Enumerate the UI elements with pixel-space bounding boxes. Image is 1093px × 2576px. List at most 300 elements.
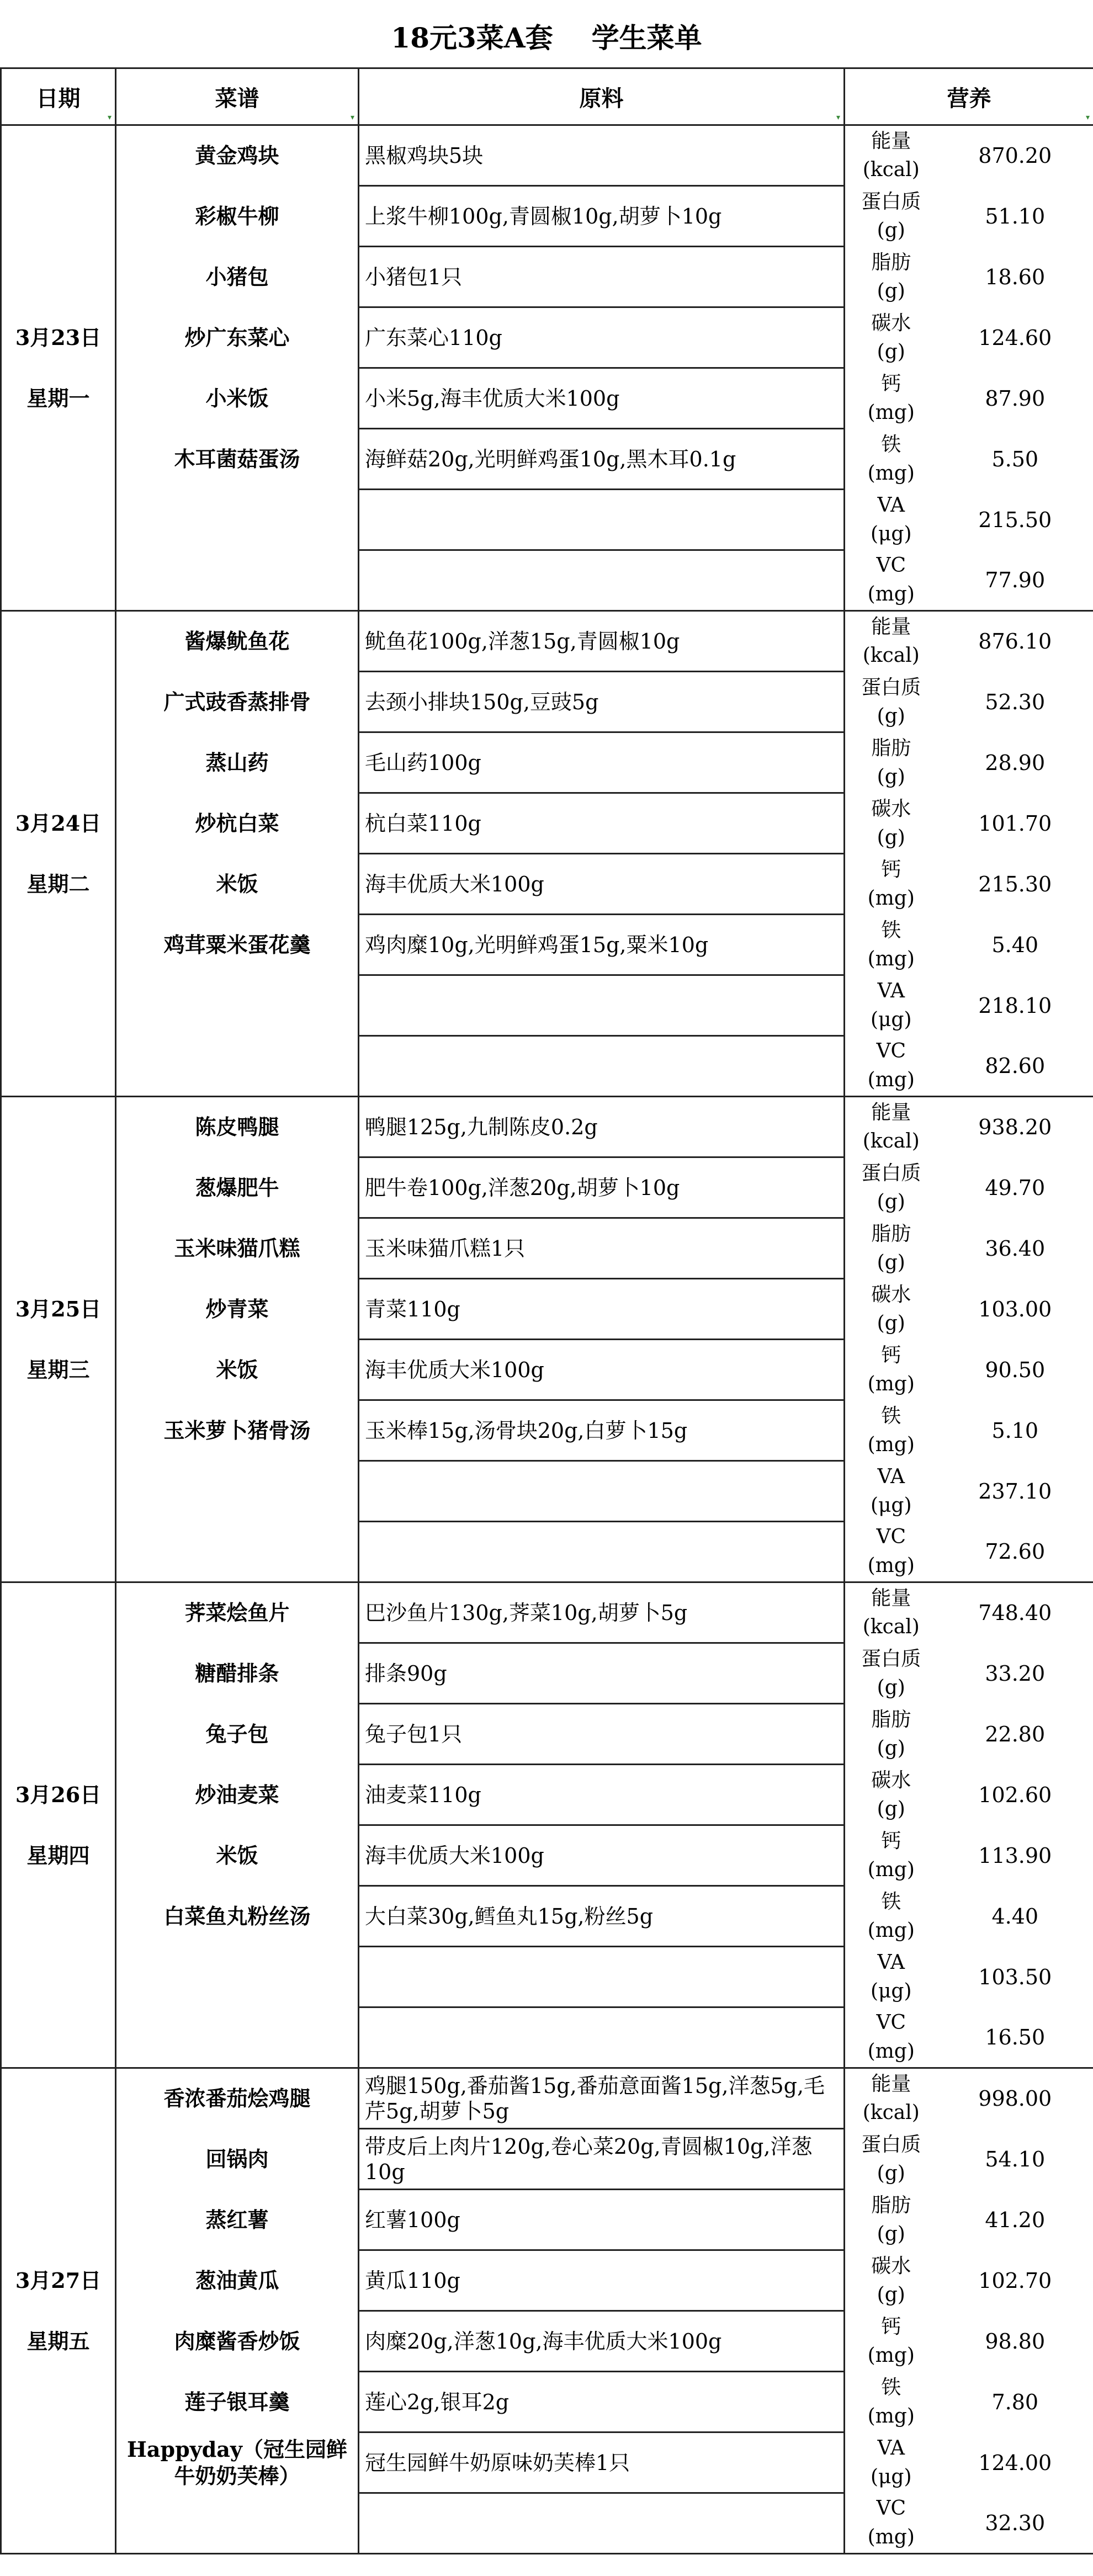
nutrient-unit: (kcal): [862, 644, 920, 667]
nutrient-unit: (g): [877, 1311, 905, 1335]
table-row: [1, 611, 1093, 672]
ingredient-cell[interactable]: 海丰优质大米100g: [359, 854, 845, 915]
table-row: [1, 429, 1093, 490]
nutrient-value-cell[interactable]: 237.10: [937, 1461, 1093, 1522]
nutrient-unit: (mg): [867, 2404, 915, 2428]
table-row: [1, 1947, 1093, 2007]
ingredient-cell[interactable]: 小米5g,海丰优质大米100g: [359, 368, 845, 429]
nutrient-unit: (μg): [870, 2465, 912, 2488]
nutrient-name: 脂肪: [871, 251, 911, 274]
nutrient-unit: (g): [877, 340, 905, 363]
nutrient-value-cell[interactable]: 102.60: [937, 1765, 1093, 1825]
nutrient-unit: (mg): [867, 461, 915, 485]
dish-cell[interactable]: [116, 1522, 359, 1582]
dish-cell[interactable]: [116, 2007, 359, 2068]
nutrient-name-cell[interactable]: [845, 1582, 937, 1643]
table-row: [1, 1582, 1093, 1643]
ingredient-cell[interactable]: [359, 2007, 845, 2068]
nutrient-name: 钙: [881, 2315, 901, 2338]
nutrient-value-cell[interactable]: 998.00: [937, 2068, 1093, 2129]
ingredient-cell[interactable]: 鸡肉糜10g,光明鲜鸡蛋15g,粟米10g: [359, 915, 845, 975]
nutrient-unit: (g): [877, 2161, 905, 2185]
date-label: 3月26日: [15, 1782, 102, 1807]
ingredient-cell[interactable]: 红薯100g: [359, 2190, 845, 2250]
nutrient-name: 钙: [881, 1343, 901, 1367]
nutrient-name-cell[interactable]: [845, 550, 937, 611]
dish-cell[interactable]: 炒油麦菜: [116, 1765, 359, 1825]
nutrient-unit: (mg): [867, 886, 915, 910]
nutrient-name: VC: [876, 1039, 906, 1063]
ingredient-cell[interactable]: [359, 550, 845, 611]
nutrient-name-cell[interactable]: [845, 2007, 937, 2068]
nutrient-name: 能量: [871, 130, 911, 153]
table-row: [1, 125, 1093, 186]
nutrient-name: 钙: [881, 1829, 901, 1852]
dish-cell[interactable]: 炒青菜: [116, 1279, 359, 1340]
nutrient-unit: (g): [877, 219, 905, 242]
ingredient-cell[interactable]: 上浆牛柳100g,青圆椒10g,胡萝卜10g: [359, 186, 845, 247]
table-row: [1, 1643, 1093, 1704]
nutrient-value-cell[interactable]: 72.60: [937, 1522, 1093, 1582]
nutrient-name: 蛋白质: [861, 1647, 921, 1670]
ingredient-cell[interactable]: [359, 975, 845, 1036]
nutrient-name: 钙: [881, 372, 901, 395]
ingredient-cell[interactable]: 鸡腿150g,番茄酱15g,番茄意面酱15g,洋葱5g,毛芹5g,胡萝卜5g: [359, 2068, 845, 2129]
nutrient-name-cell[interactable]: [845, 186, 937, 247]
ingredient-cell[interactable]: 肥牛卷100g,洋葱20g,胡萝卜10g: [359, 1157, 845, 1218]
dish-cell[interactable]: [116, 490, 359, 550]
nutrient-unit: (kcal): [862, 1130, 920, 1153]
nutrient-value-cell[interactable]: 124.60: [937, 307, 1093, 368]
nutrient-name-cell[interactable]: [845, 1643, 937, 1704]
ingredient-cell[interactable]: 冠生园鲜牛奶原味奶芙棒1只: [359, 2432, 845, 2493]
dish-cell[interactable]: [116, 2493, 359, 2554]
nutrient-name: 蛋白质: [861, 676, 921, 699]
nutrient-name: 能量: [871, 1587, 911, 1610]
nutrient-name-cell[interactable]: [845, 1825, 937, 1886]
nutrient-name: 脂肪: [871, 736, 911, 759]
table-row: [1, 2250, 1093, 2311]
nutrient-value-cell[interactable]: 215.30: [937, 854, 1093, 915]
table-row: [1, 2007, 1093, 2068]
nutrient-name: 铁: [881, 1404, 901, 1427]
table-row: [1, 247, 1093, 307]
table-row: [1, 1340, 1093, 1400]
dish-cell[interactable]: 白菜鱼丸粉丝汤: [116, 1886, 359, 1947]
table-row: [1, 1279, 1093, 1340]
dish-cell[interactable]: 莲子银耳羹: [116, 2372, 359, 2432]
nutrient-name: 蛋白质: [861, 190, 921, 213]
table-row: [1, 1097, 1093, 1157]
nutrient-name-cell[interactable]: [845, 793, 937, 854]
nutrient-name: 能量: [871, 1101, 911, 1124]
ingredient-cell[interactable]: 肉糜20g,洋葱10g,海丰优质大米100g: [359, 2311, 845, 2372]
filter-dropdown-icon[interactable]: ▾: [350, 113, 354, 122]
nutrient-name: VC: [876, 1525, 906, 1548]
nutrient-value-cell[interactable]: 870.20: [937, 125, 1093, 186]
dish-cell[interactable]: [116, 1036, 359, 1097]
nutrient-unit: (g): [877, 704, 905, 727]
nutrient-name: VC: [876, 2011, 906, 2034]
nutrient-value-cell[interactable]: 36.40: [937, 1218, 1093, 1279]
table-row: [1, 732, 1093, 793]
nutrient-value-cell[interactable]: 215.50: [937, 490, 1093, 550]
nutrient-name: VC: [876, 554, 906, 577]
dish-cell[interactable]: 彩椒牛柳: [116, 186, 359, 247]
nutrient-value-cell[interactable]: 54.10: [937, 2129, 1093, 2190]
date-label: 3月23日: [15, 325, 102, 350]
ingredient-cell[interactable]: 毛山药100g: [359, 732, 845, 793]
ingredient-cell[interactable]: 兔子包1只: [359, 1704, 845, 1765]
nutrient-name: VC: [876, 2497, 906, 2520]
nutrient-name: 蛋白质: [861, 1161, 921, 1185]
ingredient-cell[interactable]: 鱿鱼花100g,洋葱15g,青圆椒10g: [359, 611, 845, 672]
date-cell[interactable]: [1, 1582, 116, 2068]
table-row: [1, 1400, 1093, 1461]
nutrient-value-cell[interactable]: 32.30: [937, 2493, 1093, 2554]
ingredient-cell[interactable]: [359, 1522, 845, 1582]
table-row: [1, 1825, 1093, 1886]
dish-cell[interactable]: [116, 550, 359, 611]
nutrient-unit: (mg): [867, 2039, 915, 2063]
table-row: [1, 2432, 1093, 2493]
ingredient-cell[interactable]: 黄瓜110g: [359, 2250, 845, 2311]
dish-cell[interactable]: 葱爆肥牛: [116, 1157, 359, 1218]
header-ingredients-label: 原料: [579, 85, 624, 111]
ingredient-cell[interactable]: 玉米棒15g,汤骨块20g,白萝卜15g: [359, 1400, 845, 1461]
table-row: [1, 2372, 1093, 2432]
dish-cell[interactable]: 肉糜酱香炒饭: [116, 2311, 359, 2372]
nutrient-unit: (μg): [870, 1008, 912, 1031]
nutrient-value-cell[interactable]: 16.50: [937, 2007, 1093, 2068]
header-ingredients[interactable]: [359, 68, 845, 125]
ingredient-cell[interactable]: 海鲜菇20g,光明鲜鸡蛋10g,黑木耳0.1g: [359, 429, 845, 490]
dish-cell[interactable]: 香浓番茄烩鸡腿: [116, 2068, 359, 2129]
table-row: [1, 1765, 1093, 1825]
nutrient-value-cell[interactable]: 102.70: [937, 2250, 1093, 2311]
nutrient-name-cell[interactable]: [845, 1886, 937, 1947]
nutrient-name-cell[interactable]: [845, 2129, 937, 2190]
table-row: [1, 2311, 1093, 2372]
nutrient-unit: (mg): [867, 2525, 915, 2548]
nutrient-value-cell[interactable]: 51.10: [937, 186, 1093, 247]
date-cell[interactable]: [1, 611, 116, 1097]
header-nutrition[interactable]: [845, 68, 1093, 125]
nutrient-name-cell[interactable]: [845, 125, 937, 186]
ingredient-cell[interactable]: [359, 1947, 845, 2007]
menu-table: [0, 67, 1093, 2554]
weekday-label: 星期五: [26, 2328, 90, 2354]
ingredient-cell[interactable]: 海丰优质大米100g: [359, 1825, 845, 1886]
table-row: [1, 2068, 1093, 2129]
nutrient-unit: (kcal): [862, 2101, 920, 2124]
table-header-row: [1, 68, 1093, 125]
nutrient-unit: (μg): [870, 1494, 912, 1517]
nutrient-name: 钙: [881, 858, 901, 881]
date-cell[interactable]: [1, 2068, 116, 2554]
ingredient-cell[interactable]: [359, 490, 845, 550]
header-date-label: 日期: [36, 85, 81, 111]
nutrient-unit: (mg): [867, 1554, 915, 1577]
table-row: [1, 672, 1093, 732]
date-label: 3月27日: [15, 2267, 102, 2293]
dish-cell[interactable]: [116, 975, 359, 1036]
dish-cell[interactable]: Happyday（冠生园鲜牛奶奶芙棒）: [116, 2432, 359, 2493]
filter-dropdown-icon[interactable]: ▾: [836, 113, 840, 122]
nutrient-name-cell[interactable]: [845, 1279, 937, 1340]
nutrient-name-cell[interactable]: [845, 854, 937, 915]
nutrient-name-cell[interactable]: [845, 915, 937, 975]
dish-cell[interactable]: 米饭: [116, 1340, 359, 1400]
date-cell[interactable]: [1, 1097, 116, 1582]
nutrient-value-cell[interactable]: 82.60: [937, 1036, 1093, 1097]
nutrient-name-cell[interactable]: [845, 2432, 937, 2493]
ingredient-cell[interactable]: 鸭腿125g,九制陈皮0.2g: [359, 1097, 845, 1157]
nutrient-unit: (mg): [867, 582, 915, 606]
dish-cell[interactable]: 糖醋排条: [116, 1643, 359, 1704]
weekday-label: 星期四: [26, 1842, 90, 1868]
nutrient-value-cell[interactable]: 103.50: [937, 1947, 1093, 2007]
ingredient-cell[interactable]: 莲心2g,银耳2g: [359, 2372, 845, 2432]
nutrient-value-cell[interactable]: 5.50: [937, 429, 1093, 490]
dish-cell[interactable]: 葱油黄瓜: [116, 2250, 359, 2311]
nutrient-name-cell[interactable]: [845, 1097, 937, 1157]
filter-dropdown-icon[interactable]: ▾: [1085, 113, 1090, 122]
dish-cell[interactable]: 米饭: [116, 854, 359, 915]
table-row: [1, 854, 1093, 915]
nutrient-value-cell[interactable]: 124.00: [937, 2432, 1093, 2493]
nutrient-value-cell[interactable]: 113.90: [937, 1825, 1093, 1886]
nutrient-name-cell[interactable]: [845, 1461, 937, 1522]
nutrient-name-cell[interactable]: [845, 429, 937, 490]
menu-set-title: 18元3菜A套: [391, 22, 553, 54]
ingredient-cell[interactable]: [359, 1036, 845, 1097]
table-row: [1, 368, 1093, 429]
nutrient-name: VA: [877, 1465, 905, 1488]
nutrient-unit: (g): [877, 2283, 905, 2306]
filter-dropdown-icon[interactable]: ▾: [107, 113, 112, 122]
nutrient-name-cell[interactable]: [845, 1400, 937, 1461]
dish-cell[interactable]: 蒸红薯: [116, 2190, 359, 2250]
ingredient-cell[interactable]: 广东菜心110g: [359, 307, 845, 368]
nutrient-unit: (g): [877, 279, 905, 302]
dish-cell[interactable]: 兔子包: [116, 1704, 359, 1765]
weekday-label: 星期二: [26, 871, 90, 896]
nutrient-unit: (mg): [867, 2344, 915, 2367]
nutrient-name-cell[interactable]: [845, 1765, 937, 1825]
table-row: [1, 1704, 1093, 1765]
ingredient-cell[interactable]: 去颈小排块150g,豆豉5g: [359, 672, 845, 732]
nutrient-name: 碳水: [871, 797, 911, 820]
dish-cell[interactable]: 鸡茸粟米蛋花羹: [116, 915, 359, 975]
ingredient-cell[interactable]: 黑椒鸡块5块: [359, 125, 845, 186]
nutrient-value-cell[interactable]: 22.80: [937, 1704, 1093, 1765]
ingredient-cell[interactable]: 油麦菜110g: [359, 1765, 845, 1825]
nutrient-unit: (g): [877, 1251, 905, 1274]
nutrient-name-cell[interactable]: [845, 1704, 937, 1765]
nutrient-name: 碳水: [871, 2254, 911, 2277]
nutrient-unit: (g): [877, 765, 905, 788]
dish-cell[interactable]: 玉米味猫爪糕: [116, 1218, 359, 1279]
nutrient-value-cell[interactable]: 28.90: [937, 732, 1093, 793]
nutrient-name-cell[interactable]: [845, 368, 937, 429]
table-row: [1, 1218, 1093, 1279]
nutrient-unit: (g): [877, 1190, 905, 1213]
nutrient-name-cell[interactable]: [845, 1157, 937, 1218]
nutrient-name-cell[interactable]: [845, 1947, 937, 2007]
nutrient-value-cell[interactable]: 7.80: [937, 2372, 1093, 2432]
nutrient-value-cell[interactable]: 98.80: [937, 2311, 1093, 2372]
table-row: [1, 2493, 1093, 2554]
date-label: 3月24日: [15, 810, 102, 836]
dish-cell[interactable]: 回锅肉: [116, 2129, 359, 2190]
table-row: [1, 1036, 1093, 1097]
dish-cell[interactable]: 小猪包: [116, 247, 359, 307]
nutrient-value-cell[interactable]: 77.90: [937, 550, 1093, 611]
table-row: [1, 1886, 1093, 1947]
table-row: [1, 550, 1093, 611]
ingredient-cell[interactable]: 排条90g: [359, 1643, 845, 1704]
dish-cell[interactable]: 玉米萝卜猪骨汤: [116, 1400, 359, 1461]
dish-cell[interactable]: 米饭: [116, 1825, 359, 1886]
nutrient-name-cell[interactable]: [845, 611, 937, 672]
nutrient-value-cell[interactable]: 49.70: [937, 1157, 1093, 1218]
nutrient-name-cell[interactable]: [845, 732, 937, 793]
nutrient-value-cell[interactable]: 101.70: [937, 793, 1093, 854]
nutrient-unit: (mg): [867, 401, 915, 424]
dish-cell[interactable]: 荠菜烩鱼片: [116, 1582, 359, 1643]
nutrient-value-cell[interactable]: 90.50: [937, 1340, 1093, 1400]
ingredient-cell[interactable]: 小猪包1只: [359, 247, 845, 307]
nutrient-name-cell[interactable]: [845, 490, 937, 550]
dish-cell[interactable]: 炒广东菜心: [116, 307, 359, 368]
nutrient-value-cell[interactable]: 938.20: [937, 1097, 1093, 1157]
nutrient-name-cell[interactable]: [845, 975, 937, 1036]
nutrient-unit: (μg): [870, 1979, 912, 2003]
nutrient-name: 铁: [881, 918, 901, 942]
nutrient-name-cell[interactable]: [845, 672, 937, 732]
nutrient-value-cell[interactable]: 4.40: [937, 1886, 1093, 1947]
nutrient-name: 碳水: [871, 311, 911, 334]
ingredient-cell[interactable]: 青菜110g: [359, 1279, 845, 1340]
dish-cell[interactable]: 炒杭白菜: [116, 793, 359, 854]
date-label: 3月25日: [15, 1296, 102, 1321]
dish-cell[interactable]: 小米饭: [116, 368, 359, 429]
nutrient-unit: (g): [877, 1797, 905, 1820]
nutrient-name: 铁: [881, 1890, 901, 1913]
nutrient-unit: (kcal): [862, 158, 920, 182]
ingredient-cell[interactable]: 带皮后上肉片120g,卷心菜20g,青圆椒10g,洋葱10g: [359, 2129, 845, 2190]
nutrient-value-cell[interactable]: 87.90: [937, 368, 1093, 429]
nutrient-name: VA: [877, 979, 905, 1002]
ingredient-cell[interactable]: 大白菜30g,鳕鱼丸15g,粉丝5g: [359, 1886, 845, 1947]
dish-cell[interactable]: 酱爆鱿鱼花: [116, 611, 359, 672]
nutrient-unit: (g): [877, 1676, 905, 1699]
table-row: [1, 490, 1093, 550]
table-row: [1, 915, 1093, 975]
nutrient-name-cell[interactable]: [845, 2372, 937, 2432]
nutrient-unit: (g): [877, 1736, 905, 1760]
weekday-label: 星期三: [26, 1357, 90, 1382]
nutrient-name-cell[interactable]: [845, 1036, 937, 1097]
date-cell[interactable]: [1, 125, 116, 611]
nutrient-name-cell[interactable]: [845, 1522, 937, 1582]
nutrient-name-cell[interactable]: [845, 307, 937, 368]
nutrient-name: 脂肪: [871, 1222, 911, 1245]
dish-cell[interactable]: [116, 1947, 359, 2007]
ingredient-cell[interactable]: [359, 2493, 845, 2554]
ingredient-cell[interactable]: 玉米味猫爪糕1只: [359, 1218, 845, 1279]
nutrient-value-cell[interactable]: 103.00: [937, 1279, 1093, 1340]
nutrient-unit: (mg): [867, 1068, 915, 1091]
ingredient-cell[interactable]: 杭白菜110g: [359, 793, 845, 854]
ingredient-cell[interactable]: 海丰优质大米100g: [359, 1340, 845, 1400]
nutrient-name-cell[interactable]: [845, 2068, 937, 2129]
nutrient-name-cell[interactable]: [845, 2311, 937, 2372]
nutrient-unit: (mg): [867, 1372, 915, 1395]
dish-cell[interactable]: 蒸山药: [116, 732, 359, 793]
nutrient-value-cell[interactable]: 5.40: [937, 915, 1093, 975]
nutrient-value-cell[interactable]: 218.10: [937, 975, 1093, 1036]
nutrient-name: VA: [877, 493, 905, 517]
nutrient-name-cell[interactable]: [845, 2190, 937, 2250]
dish-cell[interactable]: 黄金鸡块: [116, 125, 359, 186]
nutrient-name: VA: [877, 2436, 905, 2460]
table-row: [1, 307, 1093, 368]
nutrient-value-cell[interactable]: 18.60: [937, 247, 1093, 307]
ingredient-cell[interactable]: [359, 1461, 845, 1522]
menu-subtitle: 学生菜单: [591, 22, 702, 54]
menu-body: [1, 125, 1093, 2554]
nutrient-value-cell[interactable]: 41.20: [937, 2190, 1093, 2250]
header-date[interactable]: [1, 68, 116, 125]
nutrient-value-cell[interactable]: 748.40: [937, 1582, 1093, 1643]
nutrient-name-cell[interactable]: [845, 1340, 937, 1400]
nutrient-unit: (μg): [870, 522, 912, 545]
nutrient-unit: (kcal): [862, 1616, 920, 1639]
nutrient-unit: (mg): [867, 947, 915, 970]
dish-cell[interactable]: [116, 1461, 359, 1522]
nutrient-name-cell[interactable]: [845, 247, 937, 307]
nutrient-name-cell[interactable]: [845, 2250, 937, 2311]
nutrient-value-cell[interactable]: 876.10: [937, 611, 1093, 672]
nutrient-unit: (mg): [867, 1858, 915, 1881]
nutrient-value-cell[interactable]: 5.10: [937, 1400, 1093, 1461]
nutrient-value-cell[interactable]: 52.30: [937, 672, 1093, 732]
nutrient-name: 能量: [871, 2073, 911, 2096]
nutrient-name-cell[interactable]: [845, 2493, 937, 2554]
header-nutrition-label: 营养: [947, 85, 991, 111]
nutrient-name-cell[interactable]: [845, 1218, 937, 1279]
ingredient-cell[interactable]: 巴沙鱼片130g,荠菜10g,胡萝卜5g: [359, 1582, 845, 1643]
nutrient-unit: (g): [877, 2222, 905, 2245]
table-row: [1, 1522, 1093, 1582]
nutrient-unit: (mg): [867, 1919, 915, 1942]
table-row: [1, 2190, 1093, 2250]
dish-cell[interactable]: 陈皮鸭腿: [116, 1097, 359, 1157]
header-dish[interactable]: [116, 68, 359, 125]
page-title: [0, 11, 1093, 61]
table-row: [1, 1461, 1093, 1522]
dish-cell[interactable]: 木耳菌菇蛋汤: [116, 429, 359, 490]
nutrient-name: 铁: [881, 2376, 901, 2399]
table-row: [1, 793, 1093, 854]
nutrient-name: 蛋白质: [861, 2133, 921, 2156]
nutrient-value-cell[interactable]: 33.20: [937, 1643, 1093, 1704]
nutrient-name: 碳水: [871, 1283, 911, 1306]
dish-cell[interactable]: 广式豉香蒸排骨: [116, 672, 359, 732]
nutrient-name: 碳水: [871, 1768, 911, 1792]
